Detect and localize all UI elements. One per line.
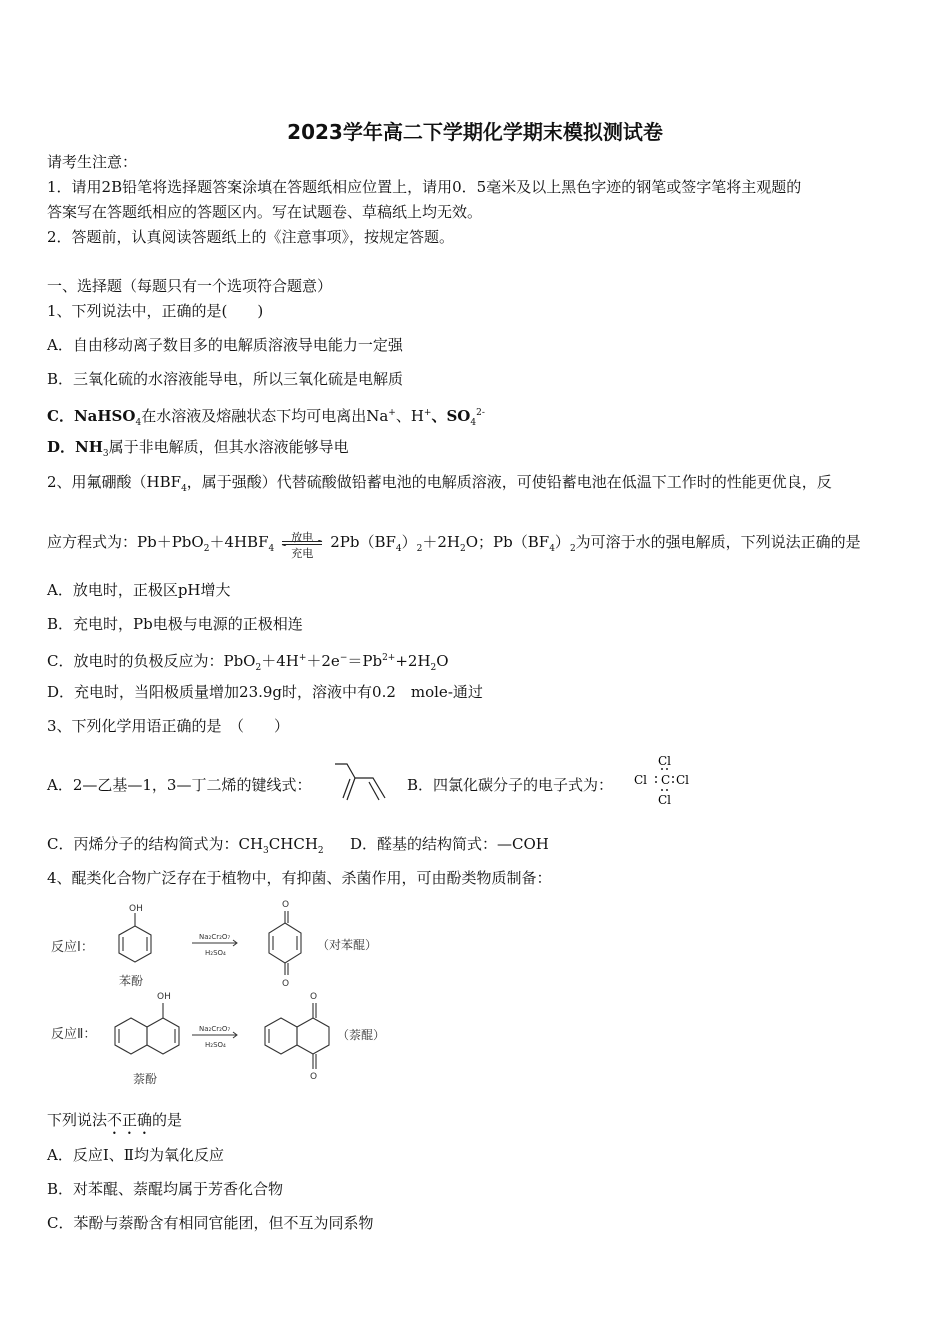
naphthoquinone-structure (265, 1003, 329, 1069)
svg-text:C: C (661, 773, 671, 787)
naphthol-label: 萘酚 (133, 1072, 158, 1086)
section-heading: 一、选择题（每题只有一个选项符合题意） (47, 277, 333, 295)
q3-option-a: A．2—乙基—1，3—丁二烯的键线式： (47, 776, 312, 794)
q4-option-a: A．反应Ⅰ、Ⅱ均为氧化反应 (47, 1146, 224, 1164)
q1-option-c: C．NaHSO$_4$在水溶液及熔融状态下均可电离出Na+、H+、$SO_4^{2-}$ (47, 407, 485, 428)
butadiene-skeletal-formula (333, 760, 391, 806)
q1-option-a: A．自由移动离子数目多的电解质溶液导电能力一定强 (47, 336, 403, 354)
q3-option-b: B．四氯化碳分子的电子式为： (407, 776, 614, 794)
naphthoquinone-label: （萘醌） (337, 1028, 386, 1042)
svg-text:Na₂Cr₂O₇: Na₂Cr₂O₇ (199, 1025, 231, 1033)
q2-option-d: D．充电时，当阳极质量增加23.9g时，溶液中有0.2 mole-通过 (47, 683, 483, 701)
svg-text:O: O (310, 992, 318, 1002)
notice-item-1b: 答案写在答题纸相应的答题区内。写在试题卷、草稿纸上均无效。 (47, 203, 483, 221)
q4-option-b: B．对苯醌、萘醌均属于芳香化合物 (47, 1180, 284, 1198)
page-title: 2023学年高二下学期化学期末模拟测试卷 (287, 120, 663, 144)
reaction-figure (47, 893, 389, 1088)
naphthol-structure (115, 1003, 179, 1054)
svg-text:H₂SO₄: H₂SO₄ (205, 1041, 226, 1049)
dotted-emphasis: 不正确 (107, 1111, 153, 1129)
svg-text:OH: OH (129, 904, 143, 914)
reaction-1-label: 反应Ⅰ： (51, 940, 94, 955)
q2-option-c: C．放电时的负极反应为：$PbO_2+4H^++2e^-=Pb^{2+}+2H_2O$ (47, 652, 449, 673)
svg-text:H₂SO₄: H₂SO₄ (205, 949, 226, 957)
benzoquinone-label: （对苯醌） (317, 938, 378, 952)
svg-text:O: O (282, 979, 290, 989)
svg-text:Na₂Cr₂O₇: Na₂Cr₂O₇ (199, 933, 231, 941)
svg-text:O: O (310, 1072, 318, 1082)
phenol-structure (119, 913, 151, 962)
q2-option-b: B．充电时，Pb电极与电源的正极相连 (47, 615, 303, 633)
reaction-2-label: 反应Ⅱ： (51, 1027, 97, 1042)
svg-text:Cl: Cl (634, 773, 648, 787)
ccl4-electron-formula (634, 754, 698, 806)
q2-stem: 2、用氟硼酸（$HBF_4$，属于强酸）代替硫酸做铅蓄电池的电解质溶液，可使铅蓄电池在低温下工作时的性能更优良，反 (47, 473, 832, 494)
q2-option-a: A．放电时，正极区pH增大 (47, 581, 231, 599)
q1-option-d: D．$NH_3$属于非电解质，但其水溶液能够导电 (47, 438, 349, 459)
svg-text:O: O (282, 900, 290, 910)
q4-question: 下列说法不正确的是 (47, 1111, 183, 1129)
svg-text:Cl: Cl (676, 773, 690, 787)
svg-text:Cl: Cl (658, 793, 672, 806)
phenol-label: 苯酚 (119, 974, 144, 988)
q1-stem: 1、下列说法中，正确的是( ) (47, 302, 264, 320)
notice-item-2: 2．答题前，认真阅读答题纸上的《注意事项》，按规定答题。 (47, 228, 455, 246)
svg-text:Cl: Cl (658, 754, 672, 768)
q3-option-d: D．醛基的结构简式：—COH (350, 835, 549, 853)
q4-option-c: C．苯酚与萘酚含有相同官能团，但不互为同系物 (47, 1214, 374, 1232)
notice-heading: 请考生注意： (47, 153, 138, 171)
benzoquinone-structure (269, 911, 301, 975)
notice-item-1a: 1．请用2B铅笔将选择题答案涂填在答题纸相应位置上，请用0．5毫米及以上黑色字迹的钢笔或签字笔将主观题的 (47, 178, 802, 196)
q4-stem: 4、醌类化合物广泛存在于植物中，有抑菌、杀菌作用，可由酚类物质制备： (47, 869, 552, 887)
svg-text:OH: OH (157, 992, 171, 1002)
q3-stem: 3、下列化学用语正确的是 （ ） (47, 717, 290, 735)
reversible-arrow: 放电 充电 (280, 530, 324, 556)
q3-option-c: C．丙烯分子的结构简式为：$CH_3CHCH_2$ (47, 835, 324, 856)
q2-equation: 应方程式为：$Pb+PbO_2+4HBF_4$ 放电 充电 $2Pb(BF_4)_2+2H_2O$；$Pb(BF_4)_2$为可溶于水的强电解质，下列说法正确的是 (47, 531, 861, 560)
q1-option-b: B．三氧化硫的水溶液能导电，所以三氧化硫是电解质 (47, 370, 404, 388)
